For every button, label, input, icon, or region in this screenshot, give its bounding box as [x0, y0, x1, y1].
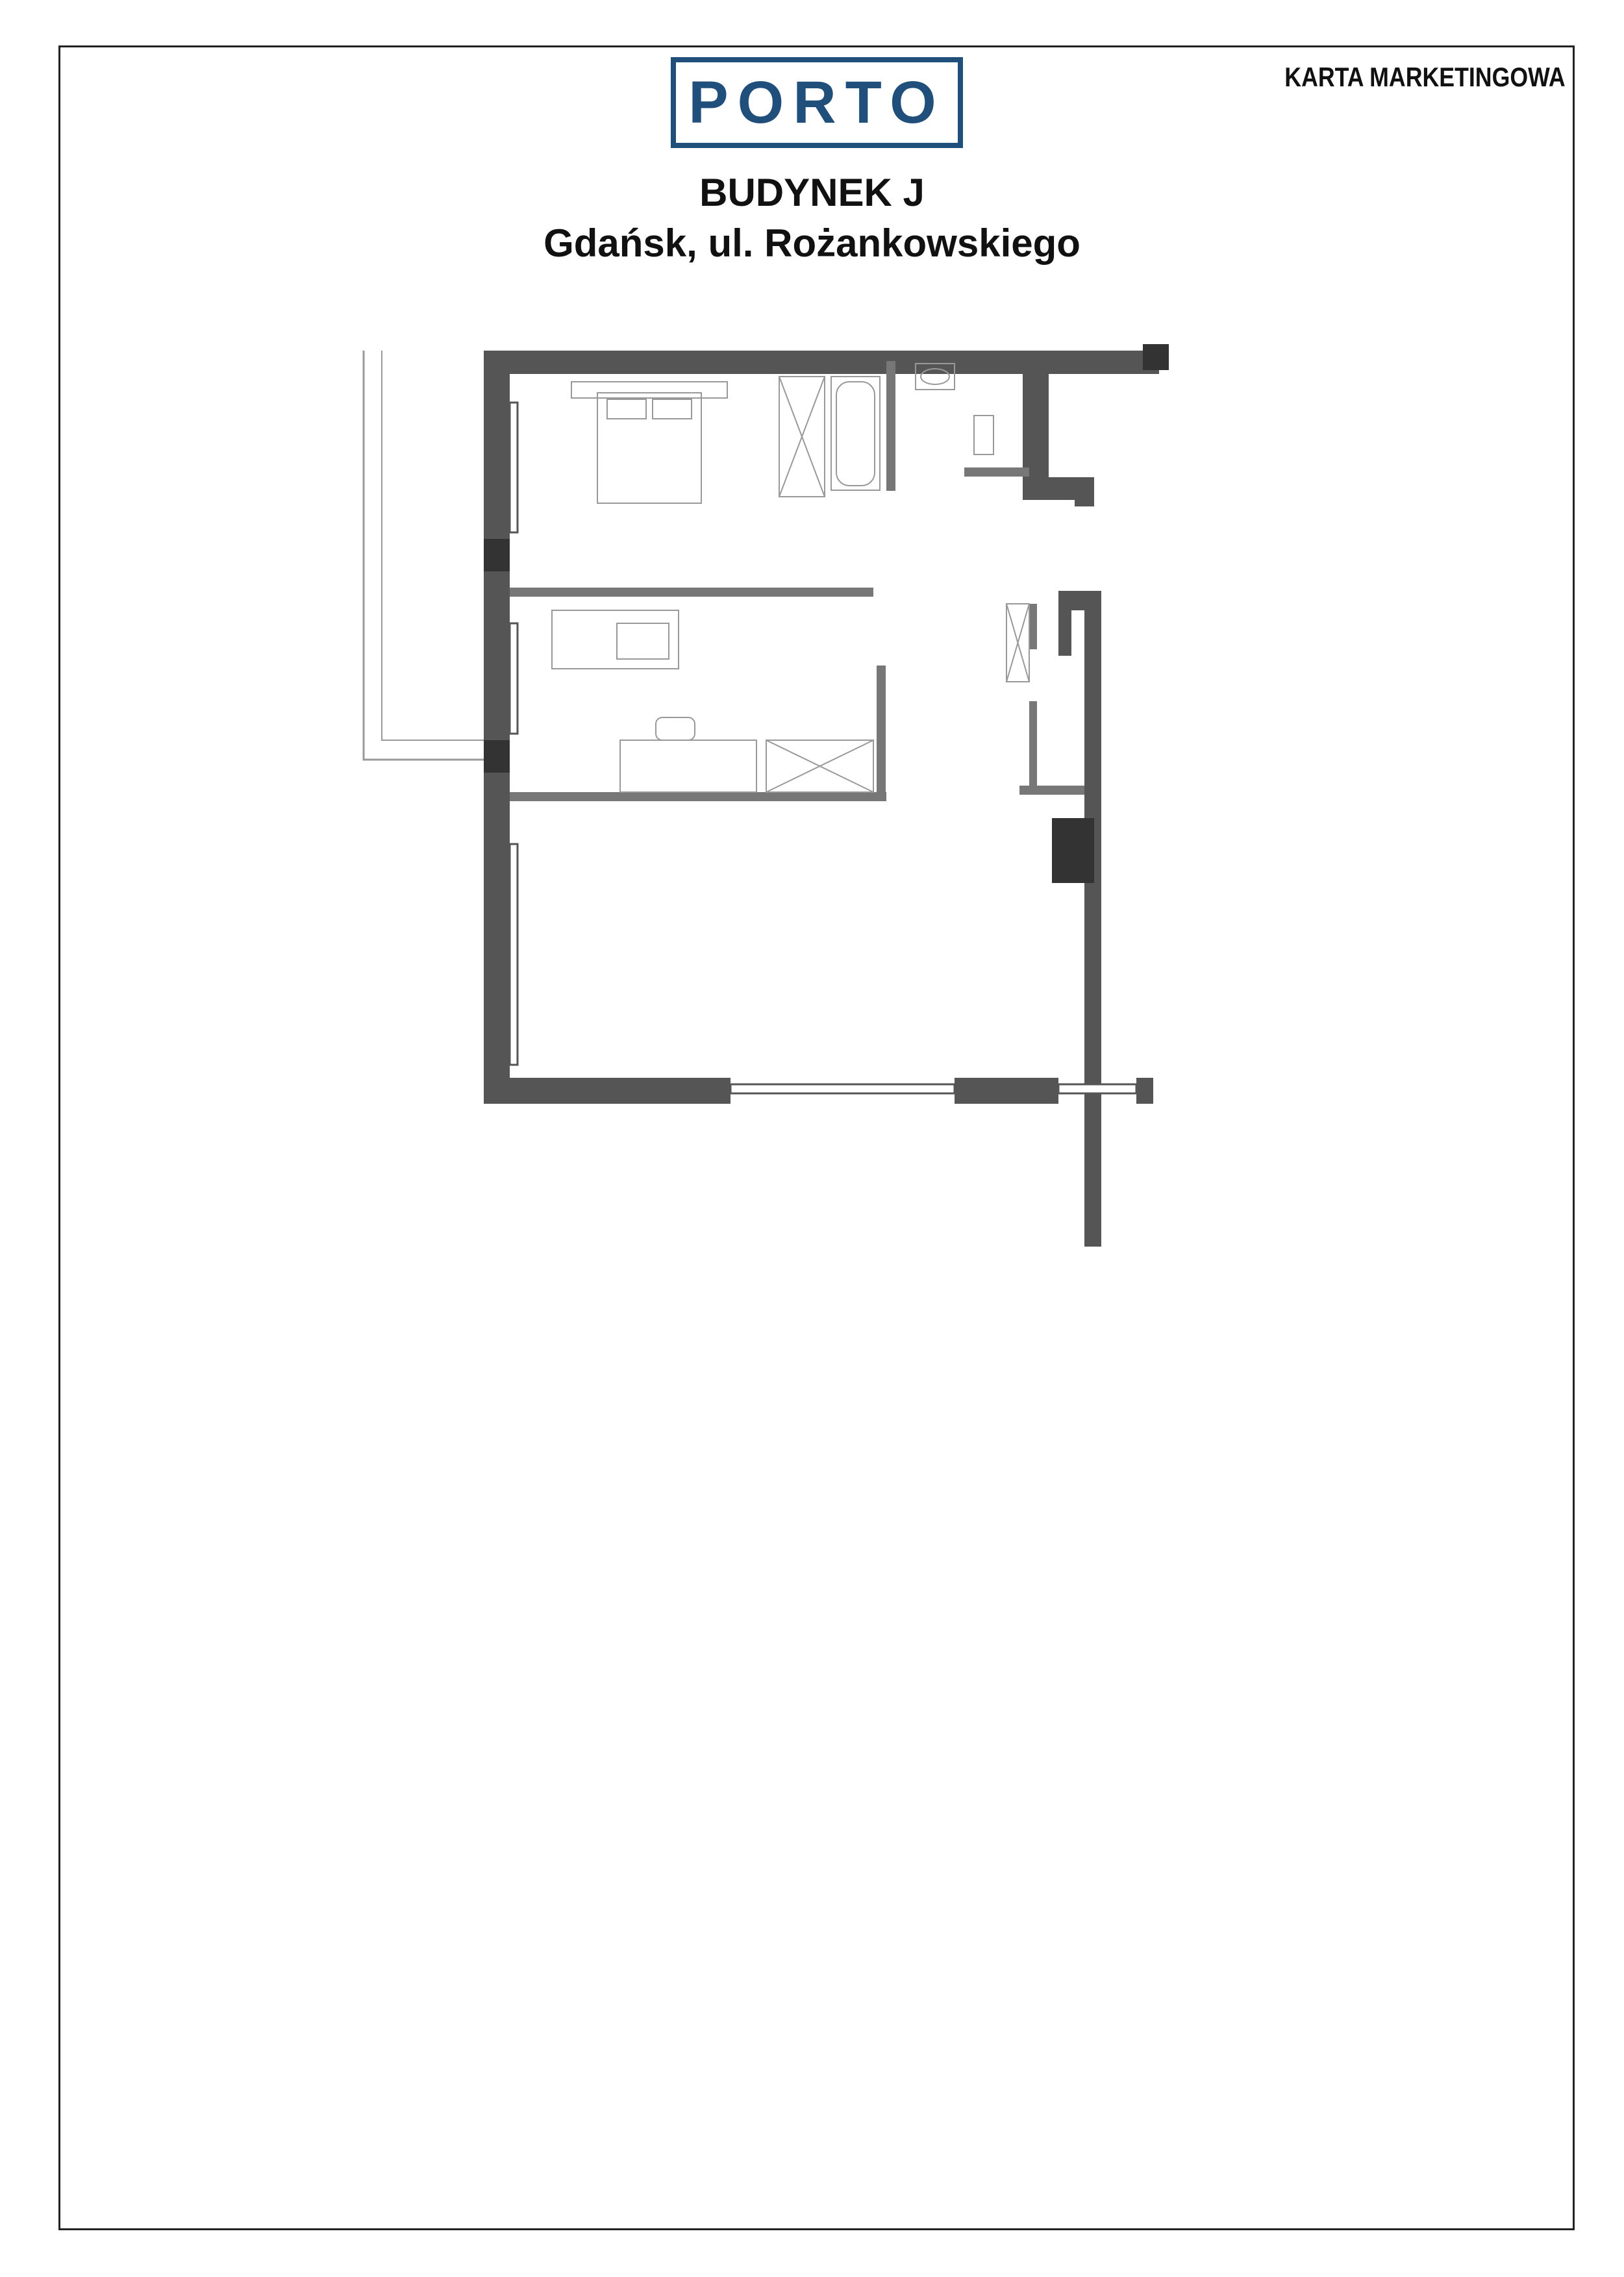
roof-canopy [364, 351, 486, 760]
bedroom-2-furniture [552, 604, 1029, 792]
bed [571, 377, 825, 503]
floor-plan [351, 338, 1221, 1247]
building-address: Gdańsk, ul. Rożankowskiego [543, 221, 1081, 265]
inner-walls [510, 361, 1084, 801]
windows [510, 403, 1136, 1093]
porto-logo-text: PORTO [688, 69, 945, 136]
building-title: BUDYNEK J [699, 171, 925, 214]
porto-logo [671, 57, 963, 148]
karta-marketingowa: KARTA MARKETINGOWA [1284, 62, 1566, 92]
